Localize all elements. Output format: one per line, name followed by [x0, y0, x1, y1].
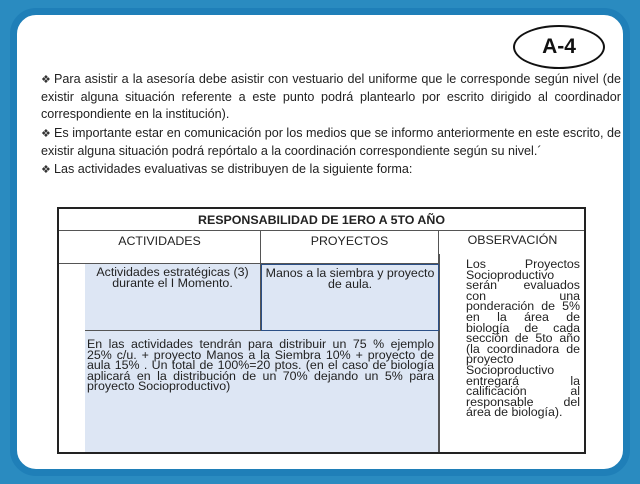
responsibility-table: [57, 207, 586, 454]
paragraph-communication: [41, 125, 621, 160]
cell-proyectos: Manos a la siembra y proyecto de aula.: [261, 264, 439, 331]
header-actividades: ACTIVIDADES: [59, 231, 261, 264]
cell-observacion: Los Proyectos Socioproductivo serán evaluados con una ponderación de 5% en la área de biología de cada sección de 5to año (la coordinadora de proyecto Socioproductivo entregará la calificación al responsable del área de biología).: [439, 254, 586, 452]
paragraph-evaluation: [41, 161, 621, 179]
diamond-bullet-icon: ❖: [41, 164, 51, 177]
paragraph-text: Es importante estar en comunicación por los medios que se informo anteriormente en este escrito, de existir alguna situación podrá repórtalo a la coordinación correspondiente según su nivel.´: [41, 125, 622, 158]
header-proyectos: PROYECTOS: [261, 231, 439, 264]
paragraph-uniform: [41, 71, 621, 124]
header-observacion: [439, 231, 586, 254]
paragraph-text: Las actividades evaluativas se distribuyen de la siguiente forma:: [54, 162, 413, 177]
page-badge: A-4: [513, 25, 605, 69]
diamond-bullet-icon: ❖: [41, 127, 51, 140]
cell-distribution: En las actividades tendrán para distribuir un 75 % ejemplo 25% c/u. + proyecto Manos a la Siembra 10% + proyecto de aula 15% . Un total de 100%=20 ptos. (en el caso de biología aplicará en la distribución de un 70% dejando un 5% para proyecto Socioproductivo): [85, 331, 439, 452]
header-observacion-label: OBSERVACIÓN: [467, 233, 558, 247]
table-title: RESPONSABILIDAD DE 1ERO A 5TO AÑO: [59, 209, 584, 231]
paragraph-text: Para asistir a la asesoría debe asistir con vestuario del uniforme que le corresponde según nivel (de existir alguna situación referente a este punto podrá plantearlo por escrito dirigido al coordinador correspondiente en la institución).: [41, 72, 621, 122]
cell-actividades: Actividades estratégicas (3) durante el I Momento.: [85, 264, 261, 331]
diamond-bullet-icon: ❖: [41, 74, 51, 86]
instructions-text: [41, 71, 621, 180]
